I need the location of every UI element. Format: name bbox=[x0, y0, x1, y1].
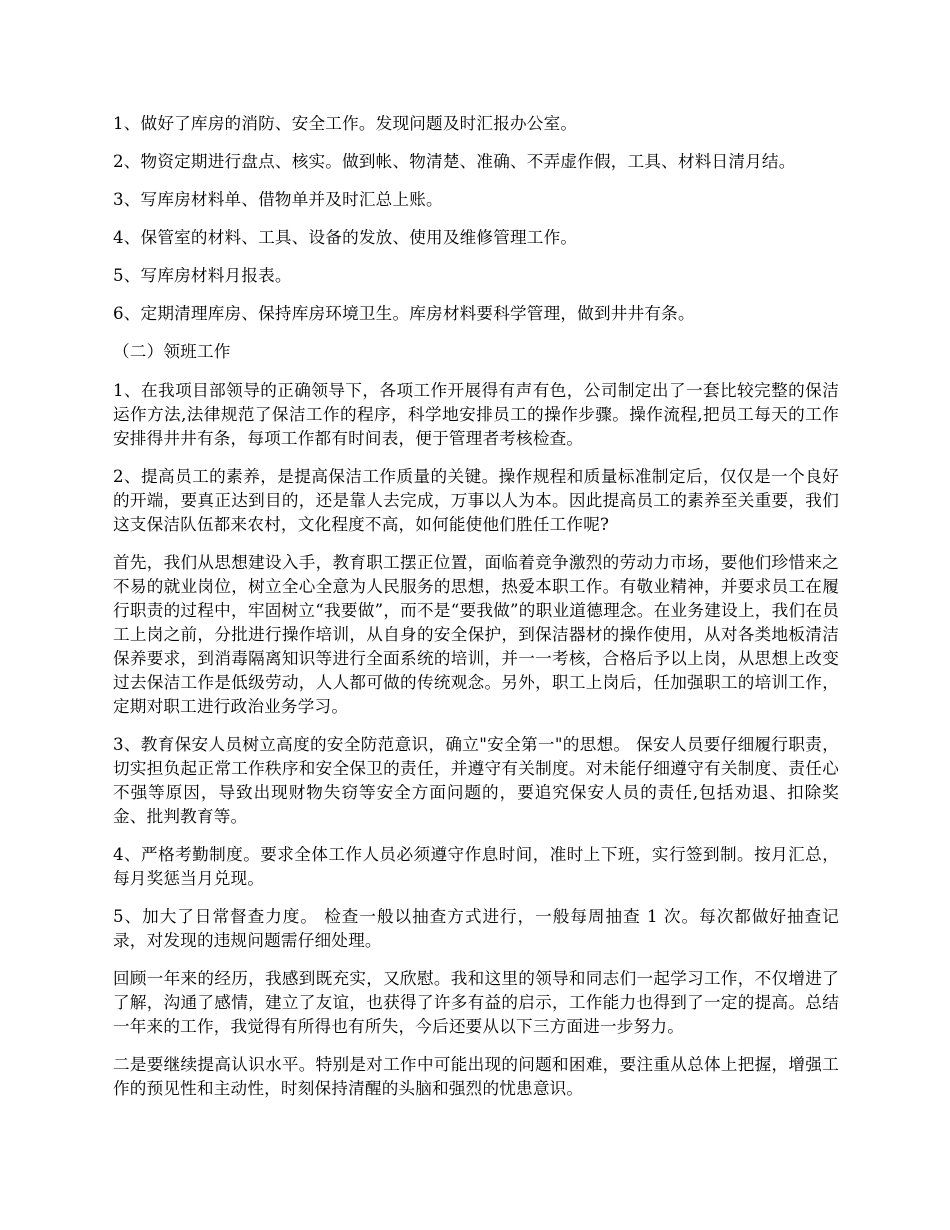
paragraph-6: 6、定期清理库房、保持库房环境卫生。库房材料要科学管理，做到井井有条。 bbox=[113, 304, 695, 323]
paragraph-5: 5、写库房材料月报表。 bbox=[113, 266, 292, 285]
paragraph-1: 1、做好了库房的消防、安全工作。发现问题及时汇报办公室。 bbox=[113, 114, 578, 133]
paragraph-3: 3、写库房材料单、借物单并及时汇总上账。 bbox=[113, 190, 443, 209]
paragraph-10: 3、教育保安人员树立高度的安全防范意识，确立"安全第一"的思想。 保安人员要仔细履行职责，切实担负起正常工作秩序和安全保卫的责任，并遵守有关制度。对未能仔细遵守有关制度、责任心不强等原因，导致出现财物失窃等安全方面问题的，要追究保安人员的责任,包括劝退、扣除奖金、批判教育等。 bbox=[113, 735, 839, 826]
paragraph-2: 2、物资定期进行盘点、核实。做到帐、物清楚、准确、不弄虚作假，工具、材料日清月结。 bbox=[113, 152, 796, 171]
paragraph-13: 回顾一年来的经历，我感到既充实，又欣慰。我和这里的领导和同志们一起学习工作，不仅增进了了解，沟通了感情，建立了友谊，也获得了许多有益的启示，工作能力也得到了一定的提高。总结一年来的工作，我觉得有所得也有所失，今后还要从以下三方面进一步努力。 bbox=[113, 969, 839, 1036]
section-heading: （二）领班工作 bbox=[113, 342, 231, 361]
paragraph-9: 首先，我们从思想建设入手，教育职工摆正位置，面临着竞争激烈的劳动力市场，要他们珍惜来之不易的就业岗位，树立全心全意为人民服务的思想，热爱本职工作。有敬业精神，并要求员工在履行职责的过程中，牢固树立“我要做”，而不是“要我做”的职业道德理念。在业务建设上，我们在员工上岗之前，分批进行操作培训，从自身的安全保护，到保洁器材的操作使用，从对各类地板清洁保养要求，到消毒隔离知识等进行全面系统的培训，并一一考核，合格后予以上岗，从思想上改变过去保洁工作是低级劳动，人人都可做的传统观念。另外，职工上岗后，任加强职工的培训工作，定期对职工进行政治业务学习。 bbox=[113, 553, 839, 716]
document-page bbox=[113, 112, 839, 1115]
paragraph-11: 4、严格考勤制度。要求全体工作人员必须遵守作息时间，准时上下班，实行签到制。按月汇总，每月奖惩当月兑现。 bbox=[113, 845, 839, 888]
paragraph-12: 5、加大了日常督查力度。 检查一般以抽查方式进行，一般每周抽查 1 次。每次都做好抽查记录，对发现的违规问题需仔细处理。 bbox=[113, 907, 839, 950]
paragraph-7: 1、在我项目部领导的正确领导下，各项工作开展得有声有色，公司制定出了一套比较完整的保洁运作方法,法律规范了保洁工作的程序，科学地安排员工的操作步骤。操作流程,把员工每天的工作安排得井井有条，每项工作都有时间表，便于管理者考核检查。 bbox=[113, 381, 839, 448]
paragraph-14: 二是要继续提高认识水平。特别是对工作中可能出现的问题和困难，要注重从总体上把握，增强工作的预见性和主动性，时刻保持清醒的头脑和强烈的忧患意识。 bbox=[113, 1055, 839, 1098]
paragraph-8: 2、提高员工的素养，是提高保洁工作质量的关键。操作规程和质量标准制定后，仅仅是一个良好的开端，要真正达到目的，还是靠人去完成，万事以人为本。因此提高员工的素养至关重要，我们这支保洁队伍都来农村，文化程度不高，如何能使他们胜任工作呢? bbox=[113, 467, 839, 534]
paragraph-4: 4、保管室的材料、工具、设备的发放、使用及维修管理工作。 bbox=[113, 228, 578, 247]
